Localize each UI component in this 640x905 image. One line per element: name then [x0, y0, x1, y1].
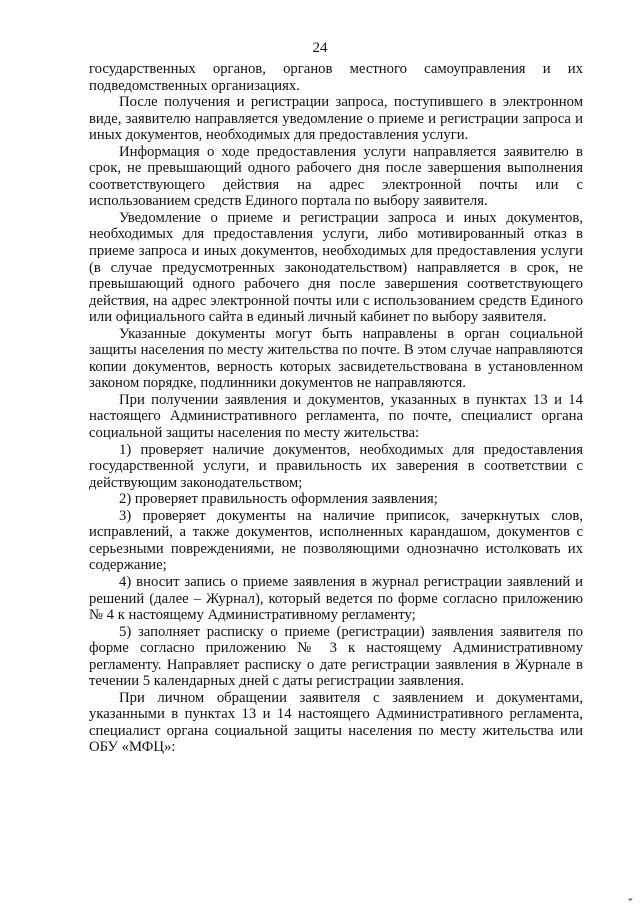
- document-body: [89, 61, 583, 756]
- paragraph-postal-processing-intro: При получении заявления и документов, указанных в пунктах 13 и 14 настоящего Административного регламента, по почте, специалист органа социальной защиты населения по месту жительства:: [89, 391, 583, 442]
- paragraph-electronic-request-notice: После получения и регистрации запроса, поступившего в электронном виде, заявителю направляется уведомление о приеме и регистрации запроса и иных документов, необходимых для предоставления услуги.: [89, 94, 583, 144]
- paragraph-continuation: государственных органов, органов местного самоуправления и их подведомственных организациях.: [89, 61, 583, 94]
- page-number: 24: [312, 40, 328, 56]
- paragraph-personal-visit: При личном обращении заявителя с заявлением и документами, указанными в пунктах 13 и 14 настоящего Административного регламента, специалист органа социальной защиты населения по месту жительства или ОБУ «МФЦ»:: [89, 689, 583, 756]
- list-item-register-journal: 4) вносит запись о приеме заявления в журнал регистрации заявлений и решений (далее – Журнал), который ведется по форме согласно приложению № 4 к настоящему Административному регламенту;: [89, 573, 583, 624]
- scan-corner-mark: ▰: [628, 897, 633, 903]
- list-item-check-application-form: 2) проверяет правильность оформления заявления;: [119, 491, 438, 508]
- list-item-check-documents: 1) проверяет наличие документов, необходимых для предоставления государственной услуги, и правильность их заверения в соответствии с действующим законодательством;: [89, 441, 583, 491]
- paragraph-postal-submission: Указанные документы могут быть направлены в орган социальной защиты населения по месту жительства по почте. В этом случае направляются копии документов, верность которых засвидетельствована в установленном законом порядке, подлинники документов не направляются.: [89, 325, 583, 392]
- list-item-check-corrections: 3) проверяет документы на наличие приписок, зачеркнутых слов, исправлений, а также документов, исполненных карандашом, документов с серьезными повреждениями, не позволяющими однозначно истолковать их содержание;: [89, 507, 583, 574]
- paragraph-progress-information: Информация о ходе предоставления услуги направляется заявителю в срок, не превышающий одного рабочего дня после завершения выполнения соответствующего действия на адрес электронной почты или с использованием средств Единого портала по выбору заявителя.: [89, 143, 583, 210]
- paragraph-receipt-notification: Уведомление о приеме и регистрации запроса и иных документов, необходимых для предоставления услуги, либо мотивированный отказ в приеме запроса и иных документов, необходимых для предоставления услуги (в случае предусмотренных законодательством) направляется в срок, не превышающий одного рабочего дня после завершения соответствующего действия, на адрес электронной почты или с использованием средств Единого или официального сайта в единый личный кабинет по выбору заявителя.: [89, 209, 583, 326]
- list-item-fill-receipt: 5) заполняет расписку о приеме (регистрации) заявления заявителя по форме согласно приложению № 3 к настоящему Административному регламенту. Направляет расписку о дате регистрации заявления в Журнале в течении 5 календарных дней с даты регистрации заявления.: [89, 623, 583, 690]
